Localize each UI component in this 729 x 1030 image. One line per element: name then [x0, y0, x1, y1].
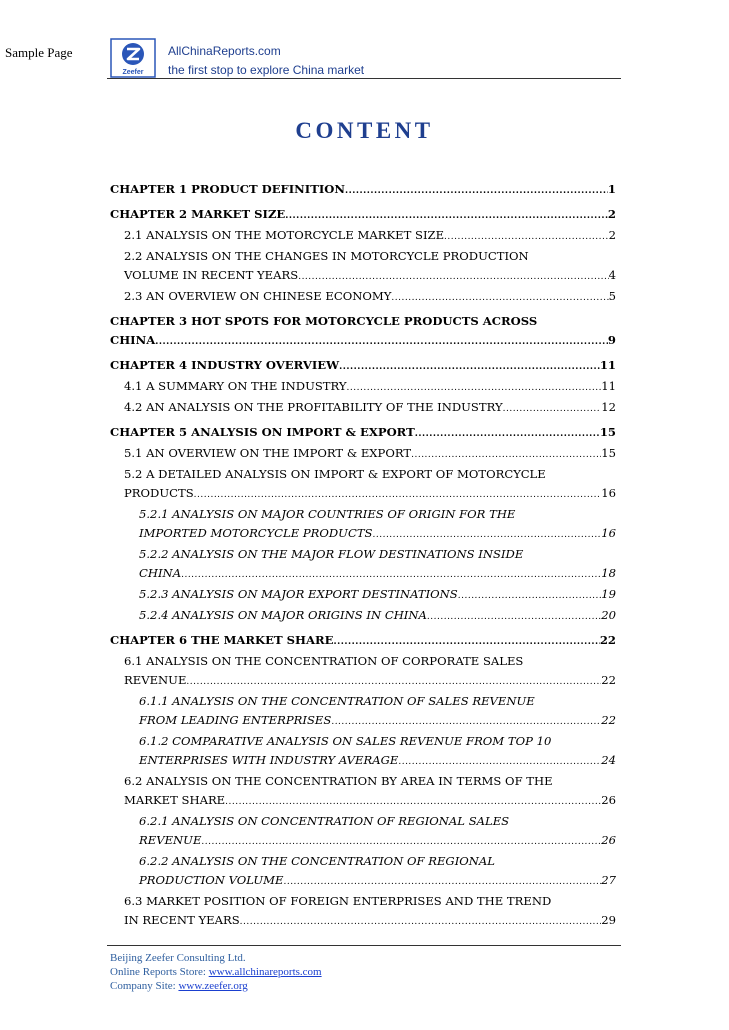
toc-entry-text: CHAPTER 4 INDUSTRY OVERVIEW: [110, 358, 340, 372]
toc-entry-text: FROM LEADING ENTERPRISES: [139, 713, 332, 727]
dot-leader: [333, 631, 599, 652]
dot-leader: [411, 444, 601, 465]
toc-entry-text: 6.2 ANALYSIS ON THE CONCENTRATION BY AREA IN TERMS OF THE: [124, 774, 553, 788]
toc-page-number: 15: [599, 425, 616, 439]
footer-store: [110, 965, 322, 979]
dot-leader: [285, 205, 608, 226]
toc-entry-text: 6.1 ANALYSIS ON THE CONCENTRATION OF CORPORATE SALES: [124, 654, 524, 668]
toc-page-number: 5: [608, 289, 616, 303]
toc-section-entry[interactable]: [110, 545, 616, 585]
dot-leader: [283, 871, 601, 892]
toc-section-entry[interactable]: [110, 892, 616, 932]
toc-chapter-entry[interactable]: [110, 356, 616, 377]
footer-divider: [107, 945, 621, 946]
company-site-link[interactable]: www.zeefer.org: [178, 980, 248, 992]
toc-entry-text: PRODUCTS: [124, 486, 194, 500]
toc-entry-text: VOLUME IN RECENT YEARS: [124, 268, 299, 282]
toc-entry-text: CHINA: [139, 566, 182, 580]
dot-leader: [345, 180, 608, 201]
footer-site-label: Company Site:: [110, 980, 179, 992]
toc-page-number: 2: [607, 207, 616, 221]
dot-leader: [240, 911, 602, 932]
dot-leader: [194, 484, 602, 505]
toc-section-entry[interactable]: [110, 692, 616, 732]
toc-page-number: 18: [601, 566, 616, 580]
toc-section-entry[interactable]: [110, 606, 616, 627]
toc-entry-text: 5.2 A DETAILED ANALYSIS ON IMPORT & EXPORT OF MOTORCYCLE: [124, 467, 546, 481]
footer-company: Beijing Zeefer Consulting Ltd.: [110, 952, 246, 964]
table-of-contents: [110, 180, 616, 932]
toc-page-number: 24: [601, 753, 616, 767]
toc-page-number: 19: [601, 587, 616, 601]
toc-section-entry[interactable]: [110, 772, 616, 812]
sample-page-label: Sample Page: [5, 45, 73, 60]
toc-section-entry[interactable]: [110, 377, 616, 398]
toc-entry-text: CHAPTER 1 PRODUCT DEFINITION: [110, 182, 345, 196]
dot-leader: [155, 331, 608, 352]
toc-chapter-entry[interactable]: [110, 423, 616, 444]
toc-section-entry[interactable]: [110, 465, 616, 505]
toc-entry-text: REVENUE: [139, 833, 202, 847]
toc-page-number: 26: [601, 833, 616, 847]
toc-entry-text: CHAPTER 5 ANALYSIS ON IMPORT & EXPORT: [110, 425, 415, 439]
toc-chapter-entry[interactable]: [110, 312, 616, 352]
toc-entry-text: 5.2.3 ANALYSIS ON MAJOR EXPORT DESTINATIONS: [139, 587, 458, 601]
dot-leader: [331, 711, 601, 732]
toc-entry-text: 4.1 A SUMMARY ON THE INDUSTRY: [124, 379, 347, 393]
toc-page-number: 4: [608, 268, 616, 282]
toc-entry-text: CHAPTER 6 THE MARKET SHARE: [110, 633, 334, 647]
toc-page-number: 27: [601, 873, 616, 887]
toc-page-number: 9: [607, 333, 616, 347]
toc-entry-text: 5.2.4 ANALYSIS ON MAJOR ORIGINS IN CHINA: [139, 608, 427, 622]
toc-entry-text: ENTERPRISES WITH INDUSTRY AVERAGE: [139, 753, 399, 767]
toc-chapter-entry[interactable]: [110, 205, 616, 226]
toc-page-number: 20: [601, 608, 616, 622]
dot-leader: [444, 226, 609, 247]
footer-store-label: Online Reports Store:: [110, 966, 209, 978]
toc-entry-text: 2.2 ANALYSIS ON THE CHANGES IN MOTORCYCLE PRODUCTION: [124, 249, 529, 263]
toc-chapter-entry[interactable]: [110, 180, 616, 201]
toc-page-number: 29: [601, 913, 616, 927]
toc-entry-text: 5.2.1 ANALYSIS ON MAJOR COUNTRIES OF ORIGIN FOR THE: [139, 507, 516, 521]
dot-leader: [298, 266, 608, 287]
toc-page-number: 12: [601, 400, 616, 414]
toc-entry-text: IN RECENT YEARS: [124, 913, 240, 927]
toc-entry-text: PRODUCTION VOLUME: [139, 873, 284, 887]
dot-leader: [186, 671, 601, 692]
site-header: [168, 42, 364, 80]
toc-page-number: 1: [607, 182, 616, 196]
toc-entry-text: CHINA: [110, 333, 156, 347]
toc-entry-text: 6.2.2 ANALYSIS ON THE CONCENTRATION OF REGIONAL: [139, 854, 495, 868]
dot-leader: [415, 423, 600, 444]
page-title: CONTENT: [295, 118, 434, 143]
toc-entry-text: MARKET SHARE: [124, 793, 226, 807]
toc-entry-text: 6.2.1 ANALYSIS ON CONCENTRATION OF REGIONAL SALES: [139, 814, 510, 828]
dot-leader: [181, 564, 601, 585]
toc-chapter-entry[interactable]: [110, 631, 616, 652]
toc-section-entry[interactable]: [110, 852, 616, 892]
toc-page-number: 16: [601, 526, 616, 540]
dot-leader: [373, 524, 602, 545]
toc-section-entry[interactable]: [110, 398, 616, 419]
site-name: AllChinaReports.com: [168, 44, 281, 58]
site-tagline: the first stop to explore China market: [168, 63, 365, 77]
toc-section-entry[interactable]: [110, 585, 616, 606]
svg-text:Zeefer: Zeefer: [122, 69, 144, 76]
toc-page-number: 11: [599, 358, 616, 372]
dot-leader: [427, 606, 601, 627]
dot-leader: [201, 831, 601, 852]
page-footer: [110, 951, 322, 993]
toc-page-number: 22: [601, 673, 616, 687]
toc-page-number: 16: [601, 486, 616, 500]
toc-entry-text: 2.3 AN OVERVIEW ON CHINESE ECONOMY: [124, 289, 392, 303]
toc-entry-text: REVENUE: [124, 673, 187, 687]
toc-entry-text: IMPORTED MOTORCYCLE PRODUCTS: [139, 526, 373, 540]
footer-site: [110, 979, 322, 993]
toc-section-entry[interactable]: [110, 444, 616, 465]
toc-page-number: 15: [601, 446, 616, 460]
toc-entry-text: 4.2 AN ANALYSIS ON THE PROFITABILITY OF THE INDUSTRY: [124, 400, 503, 414]
toc-entry-text: 6.3 MARKET POSITION OF FOREIGN ENTERPRISES AND THE TREND: [124, 894, 552, 908]
toc-page-number: 22: [601, 713, 616, 727]
toc-entry-text: CHAPTER 3 HOT SPOTS FOR MOTORCYCLE PRODUCTS ACROSS: [110, 314, 538, 328]
toc-entry-text: CHAPTER 2 MARKET SIZE: [110, 207, 286, 221]
toc-section-entry[interactable]: [110, 505, 616, 545]
dot-leader: [503, 398, 602, 419]
toc-page-number: 26: [601, 793, 616, 807]
toc-entry-text: 6.1.2 COMPARATIVE ANALYSIS ON SALES REVENUE FROM TOP 10: [139, 734, 552, 748]
store-link[interactable]: www.allchinareports.com: [208, 966, 322, 978]
toc-entry-text: 6.1.1 ANALYSIS ON THE CONCENTRATION OF SALES REVENUE: [139, 694, 535, 708]
toc-entry-text: 5.1 AN OVERVIEW ON THE IMPORT & EXPORT: [124, 446, 412, 460]
toc-section-entry[interactable]: [110, 226, 616, 247]
toc-section-entry[interactable]: [110, 287, 616, 308]
toc-section-entry[interactable]: [110, 812, 616, 852]
toc-page-number: 2: [608, 228, 616, 242]
toc-section-entry[interactable]: [110, 652, 616, 692]
header-divider: [107, 78, 621, 79]
dot-leader: [347, 377, 602, 398]
toc-entry-text: 2.1 ANALYSIS ON THE MOTORCYCLE MARKET SIZE: [124, 228, 445, 242]
zeefer-logo: [110, 38, 156, 78]
dot-leader: [339, 356, 600, 377]
toc-page-number: 11: [601, 379, 616, 393]
toc-entry-text: 5.2.2 ANALYSIS ON THE MAJOR FLOW DESTINATIONS INSIDE: [139, 547, 524, 561]
dot-leader: [391, 287, 608, 308]
dot-leader: [458, 585, 601, 606]
dot-leader: [398, 751, 601, 772]
toc-section-entry[interactable]: [110, 247, 616, 287]
toc-section-entry[interactable]: [110, 732, 616, 772]
dot-leader: [225, 791, 601, 812]
toc-page-number: 22: [599, 633, 616, 647]
